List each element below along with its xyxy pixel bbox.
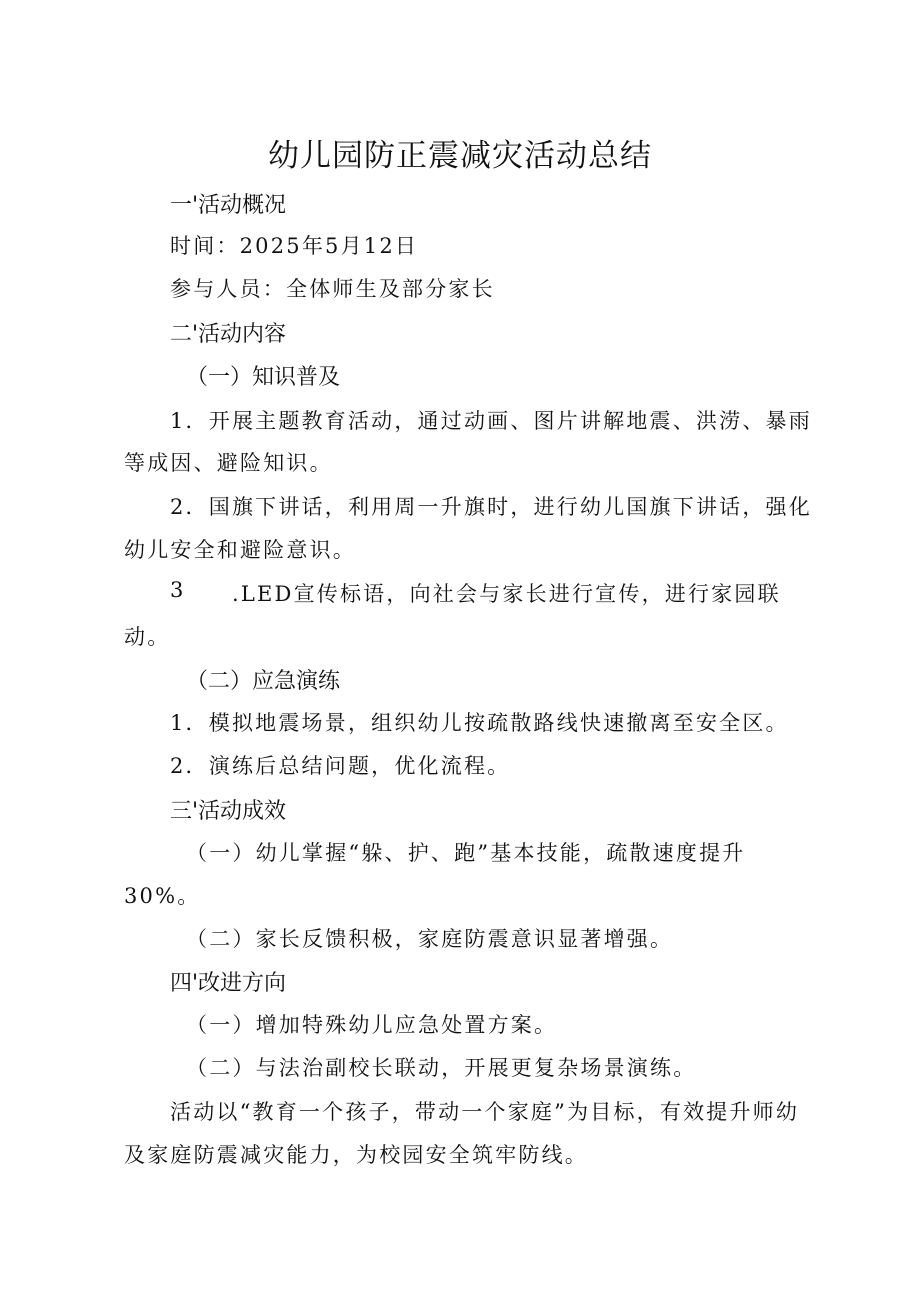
knowledge-item-3-line-2: 动。 xyxy=(124,625,171,649)
results-item-1-line-1: （一）幼儿掌握“躲、护、跑”基本技能，疏散速度提升 xyxy=(186,841,746,865)
conclusion-line-2: 及家庭防震减灾能力，为校园安全筑牢防线。 xyxy=(124,1143,588,1167)
drill-item-2: 2．演练后总结问题，优化流程。 xyxy=(170,754,511,778)
knowledge-item-3-line-1: .LED宣传标语，向社会与家长进行宣传，进行家园联 xyxy=(232,582,781,606)
participants: 参与人员：全体师生及部分家长 xyxy=(170,277,495,301)
knowledge-item-3-number: 3 xyxy=(170,578,186,602)
subsection-heading-drill: （二）应急演练 xyxy=(186,669,341,694)
knowledge-item-1-line-1: 1．开展主题教育活动，通过动画、图片讲解地震、洪涝、暴雨 xyxy=(170,409,812,433)
knowledge-item-2-line-1: 2．国旗下讲话，利用周一升旗时，进行幼儿国旗下讲话，强化 xyxy=(170,495,812,519)
drill-item-1: 1．模拟地震场景，组织幼儿按疏散路线快速撤离至安全区。 xyxy=(170,711,789,735)
conclusion-line-1: 活动以“教育一个孩子，带动一个家庭”为目标，有效提升师幼 xyxy=(170,1100,800,1124)
results-item-1-line-2: 30%。 xyxy=(124,884,201,908)
subsection-heading-knowledge: （一）知识普及 xyxy=(186,365,341,390)
section-heading-overview: 一'活动概况 xyxy=(170,193,287,218)
knowledge-item-2-line-2: 幼儿安全和避险意识。 xyxy=(124,538,356,562)
activity-date: 时间：2025年5月12日 xyxy=(170,234,419,258)
improvement-item-1: （一）增加特殊幼儿应急处置方案。 xyxy=(186,1013,558,1037)
knowledge-item-1-line-2: 等成因、避险知识。 xyxy=(124,451,333,475)
results-item-2: （二）家长反馈积极，家庭防震意识显著增强。 xyxy=(186,927,674,951)
improvement-item-2: （二）与法治副校长联动，开展更复杂场景演练。 xyxy=(186,1056,697,1080)
document-title: 幼儿园防正震减灾活动总结 xyxy=(268,138,652,174)
section-heading-results: 三'活动成效 xyxy=(170,799,287,824)
section-heading-improvement: 四'改进方向 xyxy=(170,971,287,996)
section-heading-content: 二'活动内容 xyxy=(170,322,287,347)
